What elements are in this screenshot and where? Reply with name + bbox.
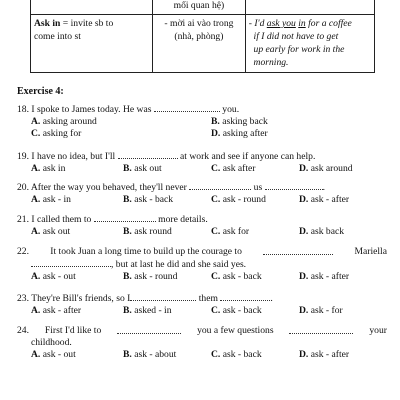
- meaning-line: - mời ai vào trong: [164, 18, 234, 29]
- question-21: 21. I called them to more details. A. ask out B. ask round C. ask for D. ask back: [17, 213, 387, 238]
- option-c[interactable]: C. ask - back: [211, 305, 262, 316]
- question-23: 23. They're Bill's friends, so I them . A. ask - after B. asked - in C. ask - back D. ask - for: [17, 292, 387, 317]
- option-c[interactable]: C. ask after: [211, 163, 256, 174]
- option-a[interactable]: A. ask in: [31, 163, 66, 174]
- question-19: 19. I have no idea, but I'll at work and see if anyone can help. A. ask in B. ask out C. ask after D. ask around: [17, 150, 387, 175]
- answer-blank[interactable]: [94, 213, 156, 222]
- answer-blank[interactable]: [265, 181, 323, 190]
- table-row: [31, 15, 375, 73]
- answer-blank[interactable]: [220, 292, 270, 301]
- options-row: [31, 116, 387, 128]
- meaning-line: (nhà, phòng): [174, 31, 224, 42]
- answer-blank[interactable]: [189, 181, 251, 190]
- definition-line: = invite sb to: [60, 18, 114, 29]
- answer-blank[interactable]: [118, 150, 178, 159]
- answer-blank[interactable]: [289, 325, 353, 334]
- option-b[interactable]: B. asking back: [211, 116, 268, 127]
- answer-blank[interactable]: [130, 292, 196, 301]
- answer-blank[interactable]: [263, 246, 333, 255]
- option-b[interactable]: B. asked - in: [123, 305, 172, 316]
- options-row: [31, 128, 387, 140]
- highlight: ask you: [266, 18, 296, 29]
- option-d[interactable]: D. ask - for: [299, 305, 343, 316]
- table-cell: mối quan hệ): [153, 0, 246, 15]
- question-24: 24. First I'd like to you a few questions your childhood. A. ask - out B. ask - about C. ask - back D. ask - after: [17, 325, 387, 360]
- option-d[interactable]: D. asking after: [211, 128, 268, 139]
- option-a[interactable]: A. asking around: [31, 116, 97, 127]
- meaning-cell: [153, 15, 246, 73]
- option-b[interactable]: B. ask out: [123, 163, 162, 174]
- term: Ask in: [34, 18, 61, 29]
- option-a[interactable]: A. ask - after: [31, 305, 82, 316]
- option-b[interactable]: B. ask - back: [123, 194, 174, 205]
- option-a[interactable]: A. ask - out: [31, 349, 76, 360]
- highlight: in: [298, 18, 306, 29]
- options-row: [31, 194, 387, 206]
- table-row: [31, 0, 375, 15]
- answer-blank[interactable]: [154, 103, 220, 112]
- options-row: [31, 305, 387, 317]
- option-d[interactable]: D. ask around: [299, 163, 353, 174]
- options-row: [31, 226, 387, 238]
- option-d[interactable]: D. ask - after: [299, 349, 350, 360]
- option-c[interactable]: C. ask - back: [211, 271, 262, 282]
- answer-blank[interactable]: [31, 258, 111, 267]
- options-row: [31, 163, 387, 175]
- question-20: 20. After the way you behaved, they'll never us . A. ask - in B. ask - back C. ask - round D. ask - after: [17, 181, 387, 206]
- example-line: morning.: [253, 57, 289, 68]
- option-c[interactable]: C. ask for: [211, 226, 250, 237]
- option-d[interactable]: D. ask - after: [299, 271, 350, 282]
- option-c[interactable]: C. ask - back: [211, 349, 262, 360]
- term-cell: [31, 15, 153, 73]
- option-d[interactable]: D. ask - after: [299, 194, 350, 205]
- example-line: if I did not have to get: [253, 31, 339, 42]
- example-cell: - I'd ask you in for a coffee if I did not have to get up early for work in the morning.: [245, 15, 374, 73]
- vocabulary-table: [30, 0, 375, 73]
- option-b[interactable]: B. ask - about: [123, 349, 177, 360]
- question-18: 18. I spoke to James today. He was you. A. asking around B. asking back C. asking for D. asking after: [17, 103, 387, 140]
- option-d[interactable]: D. ask back: [299, 226, 345, 237]
- option-c[interactable]: C. asking for: [31, 128, 82, 139]
- definition-line: come into st: [34, 31, 81, 42]
- exercise-title: Exercise 4:: [17, 86, 64, 97]
- option-a[interactable]: A. ask out: [31, 226, 71, 237]
- example-line: up early for work in the: [253, 44, 345, 55]
- answer-blank[interactable]: [117, 325, 181, 334]
- option-a[interactable]: A. ask - in: [31, 194, 71, 205]
- option-a[interactable]: A. ask - out: [31, 271, 76, 282]
- question-22: 22. It took Juan a long time to build up the courage to Mariella , but at last he did and she said yes. A. ask - out B. ask - round C. ask - back D. ask - after: [17, 246, 387, 282]
- option-b[interactable]: B. ask - round: [123, 271, 178, 282]
- option-c[interactable]: C. ask - round: [211, 194, 266, 205]
- option-b[interactable]: B. ask round: [123, 226, 172, 237]
- options-row: [31, 349, 387, 361]
- options-row: [31, 271, 387, 283]
